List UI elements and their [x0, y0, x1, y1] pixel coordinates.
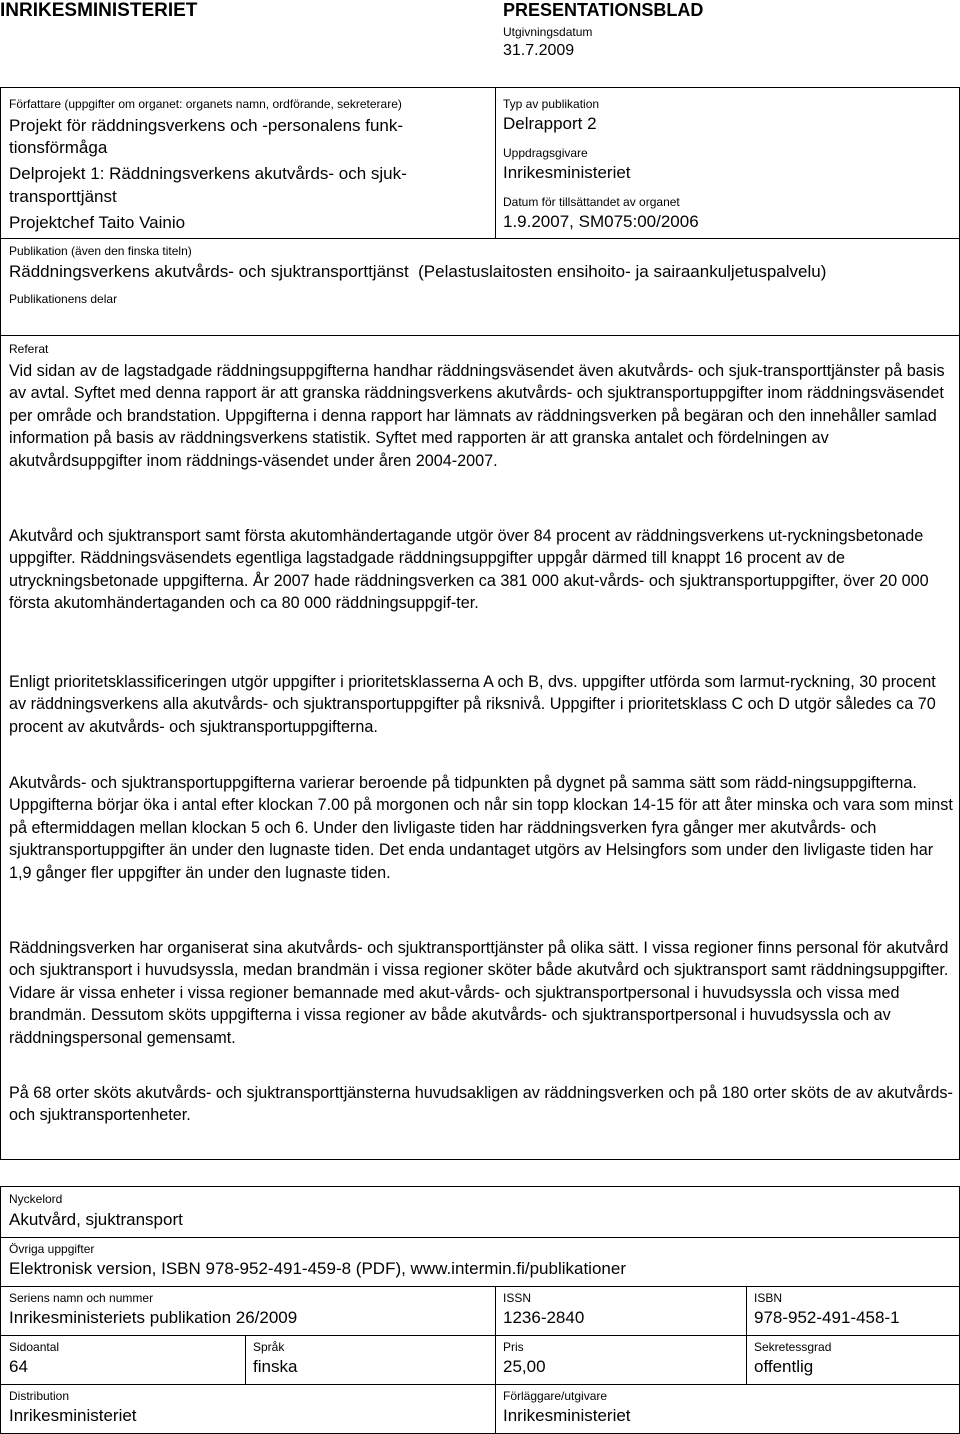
- divider-publication: [0, 238, 960, 239]
- divider-col-issn: [495, 1286, 496, 1434]
- issue-date: 31.7.2009: [503, 42, 575, 59]
- authors-line-3: Delprojekt 1: Räddningsverkens akutvårds- och sjuk-: [9, 164, 407, 183]
- pages-label: Sidoantal: [9, 1340, 60, 1354]
- confidentiality-label: Sekretessgrad: [754, 1340, 832, 1354]
- publisher-label: Förläggare/utgivare: [503, 1389, 608, 1403]
- language-value: finska: [253, 1357, 298, 1376]
- publication-type-label: Typ av publikation: [503, 97, 600, 111]
- commissioner-label: Uppdragsgivare: [503, 146, 588, 160]
- issn-label: ISSN: [503, 1291, 532, 1305]
- authors-line-4: transporttjänst: [9, 187, 117, 206]
- appointment-date-label: Datum för tillsättandet av organet: [503, 195, 680, 209]
- keywords-label: Nyckelord: [9, 1192, 63, 1206]
- divider-col-language: [245, 1335, 246, 1385]
- divider-pages: [0, 1384, 960, 1385]
- price-label: Pris: [503, 1340, 524, 1354]
- abstract-paragraph-4: Akutvårds- och sjuktransportuppgifterna varierar beroende på tidpunkten på dygnet på samma sätt som rädd-ningsuppgifterna. Uppgifterna börjar öka i antal efter klockan 7.00 på morgonen och når sin topp klockan 14-15 för att åter minska och vara som minst på eftermiddagen mellan klockan 5 och 6. Under den livligaste tiden har räddningsverken fyra gånger mer akutvårds- och sjuktransportuppgifter än under den lugnaste tiden. Det enda undantaget utgörs av Helsingfors som under den livligaste tiden har 1,9 gånger fler uppgifter än under den lugnaste tiden.: [9, 774, 953, 882]
- abstract-paragraph-1: Vid sidan av de lagstadgade räddningsuppgifterna handhar räddningsväsendet även akutvårds- och sjuk-transporttjänster på basis av avtal. Syftet med denna rapport är att granska räddningsverkens akutvårds- och sjuktransportuppgifter inom räddningsväsendet per område och brandstation. Uppgifterna i denna rapport har lämnats av räddningsverken på begäran och den innehåller samlad information på basis av räddningsverkens statistik. Syftet med rapporten är att granska antalet och fördelningen av akutvårdsuppgifter inom räddnings-väsendet under åren 2004-2007.: [9, 362, 945, 470]
- divider-other-info: [0, 1286, 960, 1287]
- distribution-value: Inrikesministeriet: [9, 1406, 137, 1425]
- authors-line-2: tionsförmåga: [9, 138, 108, 157]
- sheet-title: PRESENTATIONSBLAD: [503, 0, 704, 20]
- issn-value: 1236-2840: [503, 1308, 585, 1327]
- authors-label: Författare (uppgifter om organet: organets namn, ordförande, sekreterare): [9, 97, 402, 111]
- abstract-paragraph-5: Räddningsverken har organiserat sina akutvårds- och sjuktransporttjänster på olika sätt. I vissa regioner finns personal för akutvård och sjuktransport i huvudsyssla, medan brandmän i vissa regioner sköter både akutvård och sjuktransport samt räddningsuppgifter. Vidare är vissa enheter i vissa regioner bemannade med akut-vårds- och sjuktransportpersonal i huvudsyssla och vissa med brandmän. Dessutom sköts uppgifterna i vissa regioner av både akutvårds- och sjuktransportpersonal i huvudsyssla och av räddningspersonal gemensamt.: [9, 939, 949, 1047]
- series-value: Inrikesministeriets publikation 26/2009: [9, 1308, 298, 1327]
- distribution-label: Distribution: [9, 1389, 70, 1403]
- isbn-label: ISBN: [754, 1291, 783, 1305]
- divider-keywords: [0, 1237, 960, 1238]
- commissioner-value: Inrikesministeriet: [503, 163, 631, 182]
- authors-line-5: Projektchef Taito Vainio: [9, 213, 186, 232]
- language-label: Språk: [253, 1340, 285, 1354]
- abstract-paragraph-6: På 68 orter sköts akutvårds- och sjuktransporttjänsterna huvudsakligen av räddningsverken och på 180 orter sköts de av akutvårds- och sjuktransportenheter.: [9, 1084, 953, 1125]
- divider-abstract: [0, 335, 960, 336]
- price-value: 25,00: [503, 1357, 546, 1376]
- pages-value: 64: [9, 1357, 28, 1376]
- authors-line-1: Projekt för räddningsverkens och -personalens funk-: [9, 116, 404, 135]
- divider-series: [0, 1335, 960, 1336]
- isbn-value: 978-952-491-458-1: [754, 1308, 900, 1327]
- appointment-date-value: 1.9.2007, SM075:00/2006: [503, 212, 699, 231]
- confidentiality-value: offentlig: [754, 1357, 814, 1376]
- publisher-value: Inrikesministeriet: [503, 1406, 631, 1425]
- other-info-value: Elektronisk version, ISBN 978-952-491-459-8 (PDF), www.intermin.fi/publikationer: [9, 1259, 626, 1278]
- ministry-name: INRIKESMINISTERIET: [0, 0, 198, 21]
- publication-type-value: Delrapport 2: [503, 114, 597, 133]
- divider-col-isbn: [746, 1286, 747, 1385]
- parts-label: Publikationens delar: [9, 292, 118, 306]
- publication-title: Räddningsverkens akutvårds- och sjuktransporttjänst (Pelastuslaitosten ensihoito- ja sairaankuljetuspalvelu): [9, 262, 827, 281]
- issue-date-label: Utgivningsdatum: [503, 25, 593, 39]
- publication-label: Publikation (även den finska titeln): [9, 244, 192, 258]
- series-label: Seriens namn och nummer: [9, 1291, 154, 1305]
- other-info-label: Övriga uppgifter: [9, 1242, 95, 1256]
- keywords-value: Akutvård, sjuktransport: [9, 1210, 183, 1229]
- abstract-label: Referat: [9, 342, 49, 356]
- abstract-paragraph-2: Akutvård och sjuktransport samt första akutomhändertagande utgör över 84 procent av räddningsverkens ut-ryckningsbetonade uppgifter. Räddningsväsendets egentliga lagstadgade räddningsuppgifter uppgår därmed till knappt 16 procent av de utryckningsbetonade uppgifterna. År 2007 hade räddningsverken ca 381 000 akut-vårds- och sjuktransportuppgifter, över 20 000 första akutomhändertaganden och ca 80 000 räddningsuppgif-ter.: [9, 527, 929, 613]
- divider-vertical-top: [495, 87, 496, 238]
- abstract-paragraph-3: Enligt prioritetsklassificeringen utgör uppgifter i prioritetsklasserna A och B, dvs. uppgifter utförda som larmut-ryckning, 30 procent av räddningsverkens alla akutvårds- och sjuktransportuppgifter på riksnivå. Uppgifter i prioritetsklass C och D utgör således ca 70 procent av akutvårds- och sjuktransportuppgifterna.: [9, 673, 936, 736]
